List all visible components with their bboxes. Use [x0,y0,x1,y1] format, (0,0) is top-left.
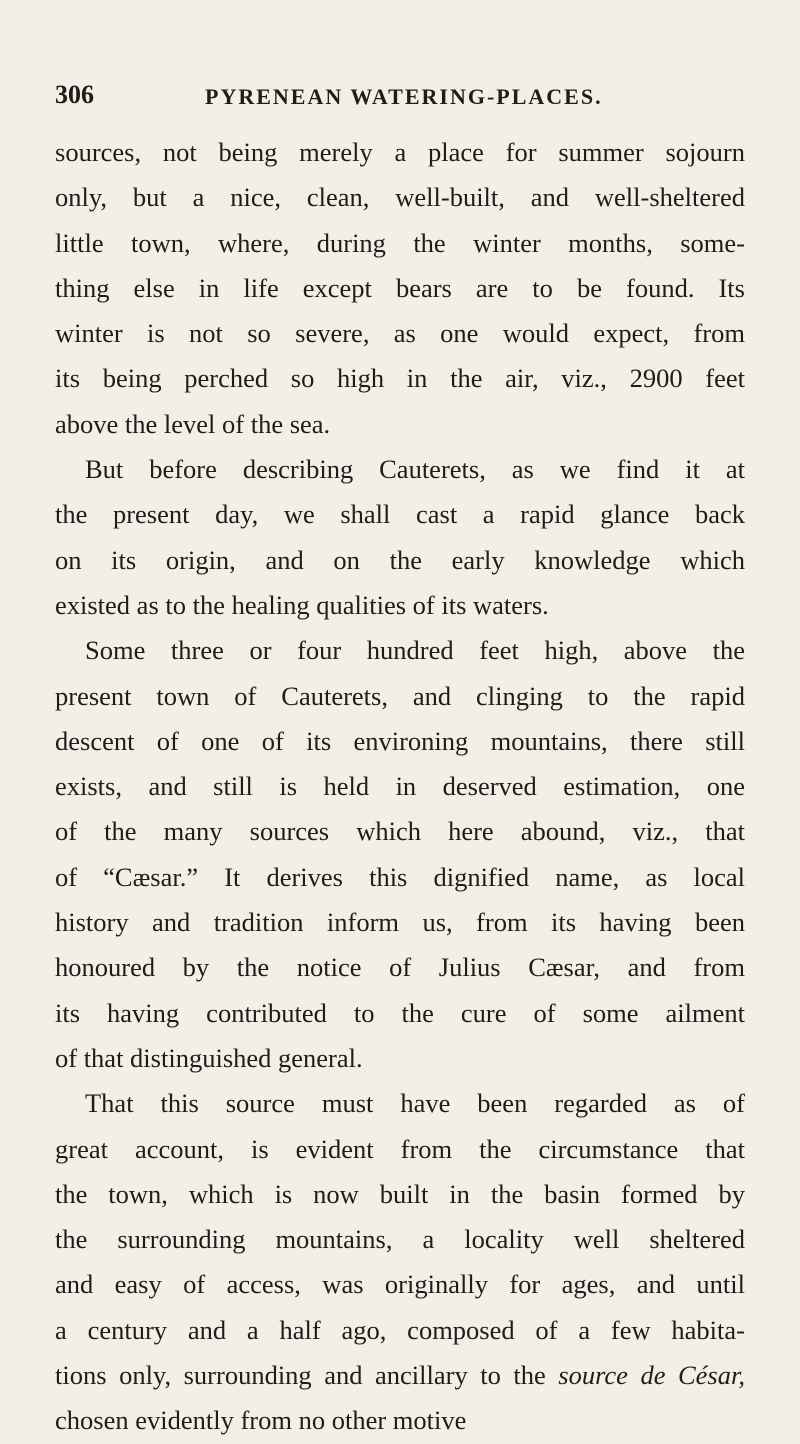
text-line: its having contributed to the cure of some ailment [55,997,745,1028]
text-line: existed as to the healing qualities of its waters. [55,589,549,620]
text-line: That this source must have been regarded as of [85,1088,745,1119]
text-line: the surrounding mountains, a locality well sheltered [55,1224,745,1255]
text-line: winter is not so severe, as one would expect, from [55,318,745,349]
text-line: above the level of the sea. [55,408,331,439]
text-line: little town, where, during the winter months, some- [55,227,745,258]
body-text [55,130,745,1444]
page-number: 306 [55,80,94,109]
text-line: great account, is evident from the circumstance that [55,1133,745,1164]
running-title: PYRENEAN WATERING-PLACES. [205,84,603,109]
text-line: and easy of access, was originally for ages, and until [55,1269,745,1300]
text-line: the town, which is now built in the basin formed by [55,1178,745,1209]
text-line: exists, and still is held in deserved estimation, one [55,771,745,802]
text-line: of “Cæsar.” It derives this dignified name, as local [55,861,745,892]
text-line: of the many sources which here abound, viz., that [55,816,745,847]
text-line: history and tradition inform us, from its having been [55,907,745,938]
text-line: only, but a nice, clean, well-built, and well-sheltered [55,182,745,213]
text-line: honoured by the notice of Julius Cæsar, and from [55,952,745,983]
text-line: present town of Cauterets, and clinging to the rapid [55,680,745,711]
text-line [55,1353,745,1398]
text-line [55,1398,745,1443]
text-line: Some three or four hundred feet high, above the [85,635,745,666]
text-line: the present day, we shall cast a rapid glance back [55,499,745,530]
text-line: its being perched so high in the air, viz., 2900 feet [55,363,745,394]
text-line: descent of one of its environing mountains, there still [55,725,745,756]
text-line: on its origin, and on the early knowledge which [55,544,745,575]
text-line: a century and a half ago, composed of a few habita- [55,1314,745,1345]
text-segment: chosen evidently from no other motive [55,1405,467,1436]
italic-term: source de César, [558,1360,745,1391]
text-line: thing else in life except bears are to be found. Its [55,272,745,303]
text-line: sources, not being merely a place for summer sojourn [55,137,745,167]
text-line: But before describing Cauterets, as we find it at [85,454,745,485]
text-segment: tions only, surrounding and ancillary to the [55,1360,546,1391]
text-line: of that distinguished general. [55,1042,363,1073]
